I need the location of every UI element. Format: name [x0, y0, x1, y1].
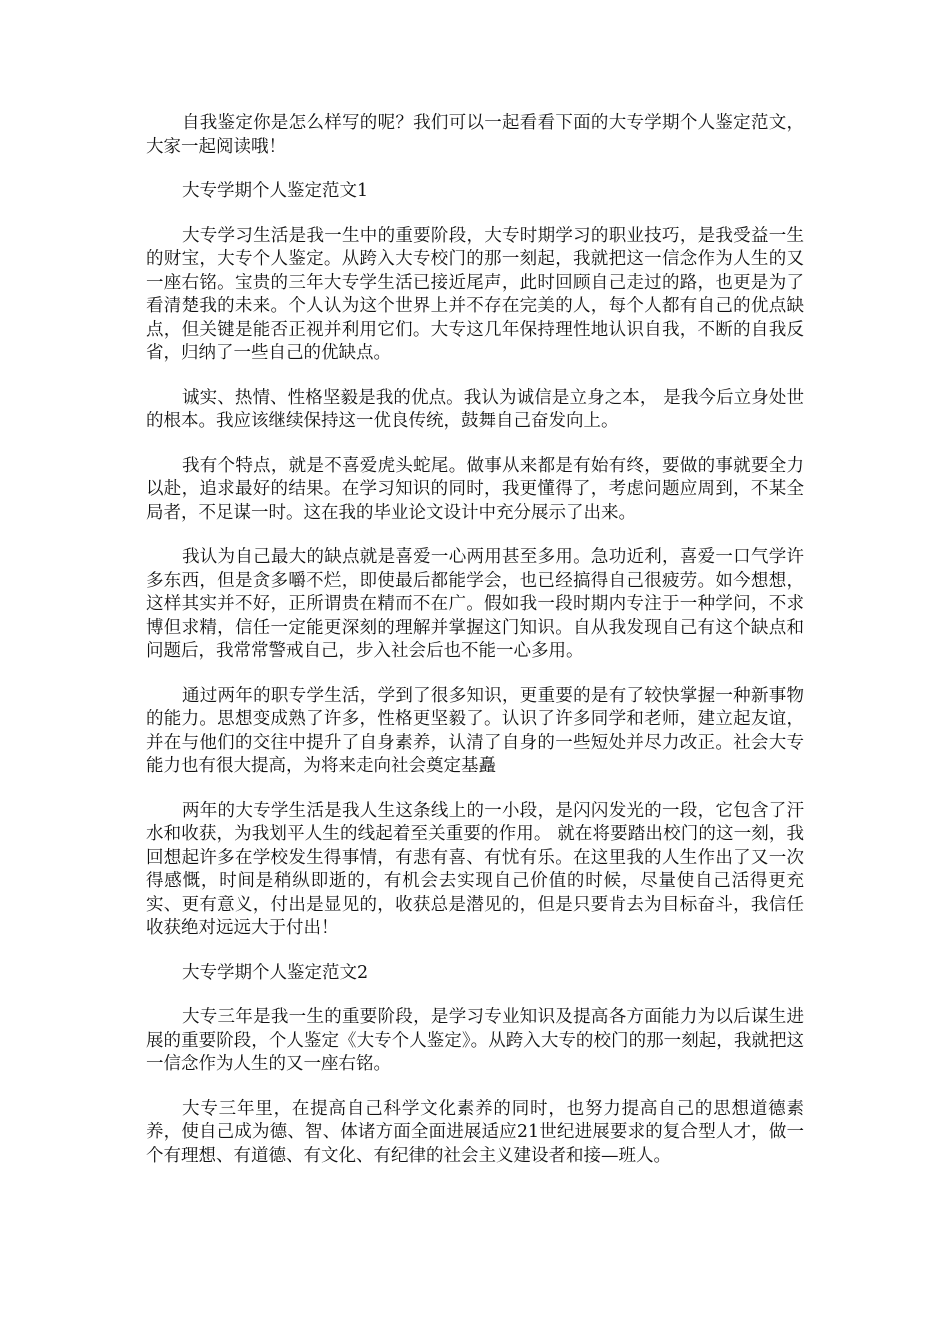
body-paragraph: 大专学习生活是我一生中的重要阶段，大专时期学习的职业技巧，是我受益一生的财宝，大专个人鉴定。从跨入大专校门的那一刻起，我就把这一信念作为人生的又一座右铭。宝贵的三年大专学生活已接近尾声，此时回顾自己走过的路，也更是为了看清楚我的未来。个人认为这个世界上并不存在完美的人，每个人都有自己的优点缺点，但关键是能否正视并利用它们。大专这几年保持理性地认识自我，不断的自我反省，归纳了一些自己的优缺点。 — [146, 225, 804, 363]
body-paragraph: 大专三年里，在提高自己科学文化素养的同时，也努力提高自己的思想道德素养，使自己成为德、智、体诸方面全面进展适应21世纪进展要求的复合型人才，做一个有理想、有道德、有文化、有纪律的社会主义建设者和接—班人。 — [146, 1098, 804, 1166]
section-heading-2: 大专学期个人鉴定范文2 — [182, 962, 369, 983]
section-heading-1: 大专学期个人鉴定范文1 — [182, 181, 369, 201]
body-paragraph: 我有个特点，就是不喜爱虎头蛇尾。做事从来都是有始有终，要做的事就要全力以赴，追求最好的结果。在学习知识的同时，我更懂得了，考虑问题应周到，不某全局者，不足谋一时。这在我的毕业论文设计中充分展示了出来。 — [146, 455, 804, 523]
body-paragraph: 诚实、热情、性格坚毅是我的优点。我认为诚信是立身之本， 是我今后立身处世的根本。我应该继续保持这一优良传统，鼓舞自己奋发向上。 — [146, 387, 804, 431]
document-body — [146, 112, 804, 1189]
intro-paragraph: 自我鉴定你是怎么样写的呢？我们可以一起看看下面的大专学期个人鉴定范文，大家一起阅读哦！ — [146, 113, 804, 157]
body-paragraph: 通过两年的职专学生活，学到了很多知识，更重要的是有了较快掌握一种新事物的能力。思想变成熟了许多，性格更坚毅了。认识了许多同学和老师，建立起友谊，并在与他们的交往中提升了自身素养，认清了自身的一些短处并尽力改正。社会大专能力也有很大提高，为将来走向社会奠定基矗 — [146, 685, 804, 776]
body-paragraph: 两年的大专学生活是我人生这条线上的一小段，是闪闪发光的一段，它包含了汗水和收获，为我划平人生的线起着至关重要的作用。 就在将要踏出校门的这一刻，我回想起许多在学校发生得事情，有悲有喜、有忧有乐。在这里我的人生作出了又一次得感慨，时间是稍纵即逝的，有机会去实现自己价值的时候，尽量使自己活得更充实、更有意义，付出是显见的，收获总是潜见的，但是只要肯去为目标奋斗，我信任收获绝对远远大于付出！ — [146, 800, 804, 938]
body-paragraph: 大专三年是我一生的重要阶段，是学习专业知识及提高各方面能力为以后谋生进展的重要阶段，个人鉴定《大专个人鉴定》。从跨入大专的校门的那一刻起，我就把这一信念作为人生的又一座右铭。 — [146, 1007, 804, 1074]
body-paragraph: 我认为自己最大的缺点就是喜爱一心两用甚至多用。急功近利，喜爱一口气学许多东西，但是贪多嚼不烂，即使最后都能学会，也已经搞得自己很疲劳。如今想想，这样其实并不好，正所谓贵在精而不在广。假如我一段时期内专注于一种学问，不求博但求精，信任一定能更深刻的理解并掌握这门知识。自从我发现自己有这个缺点和问题后，我常常警戒自己，步入社会后也不能一心多用。 — [146, 547, 804, 661]
